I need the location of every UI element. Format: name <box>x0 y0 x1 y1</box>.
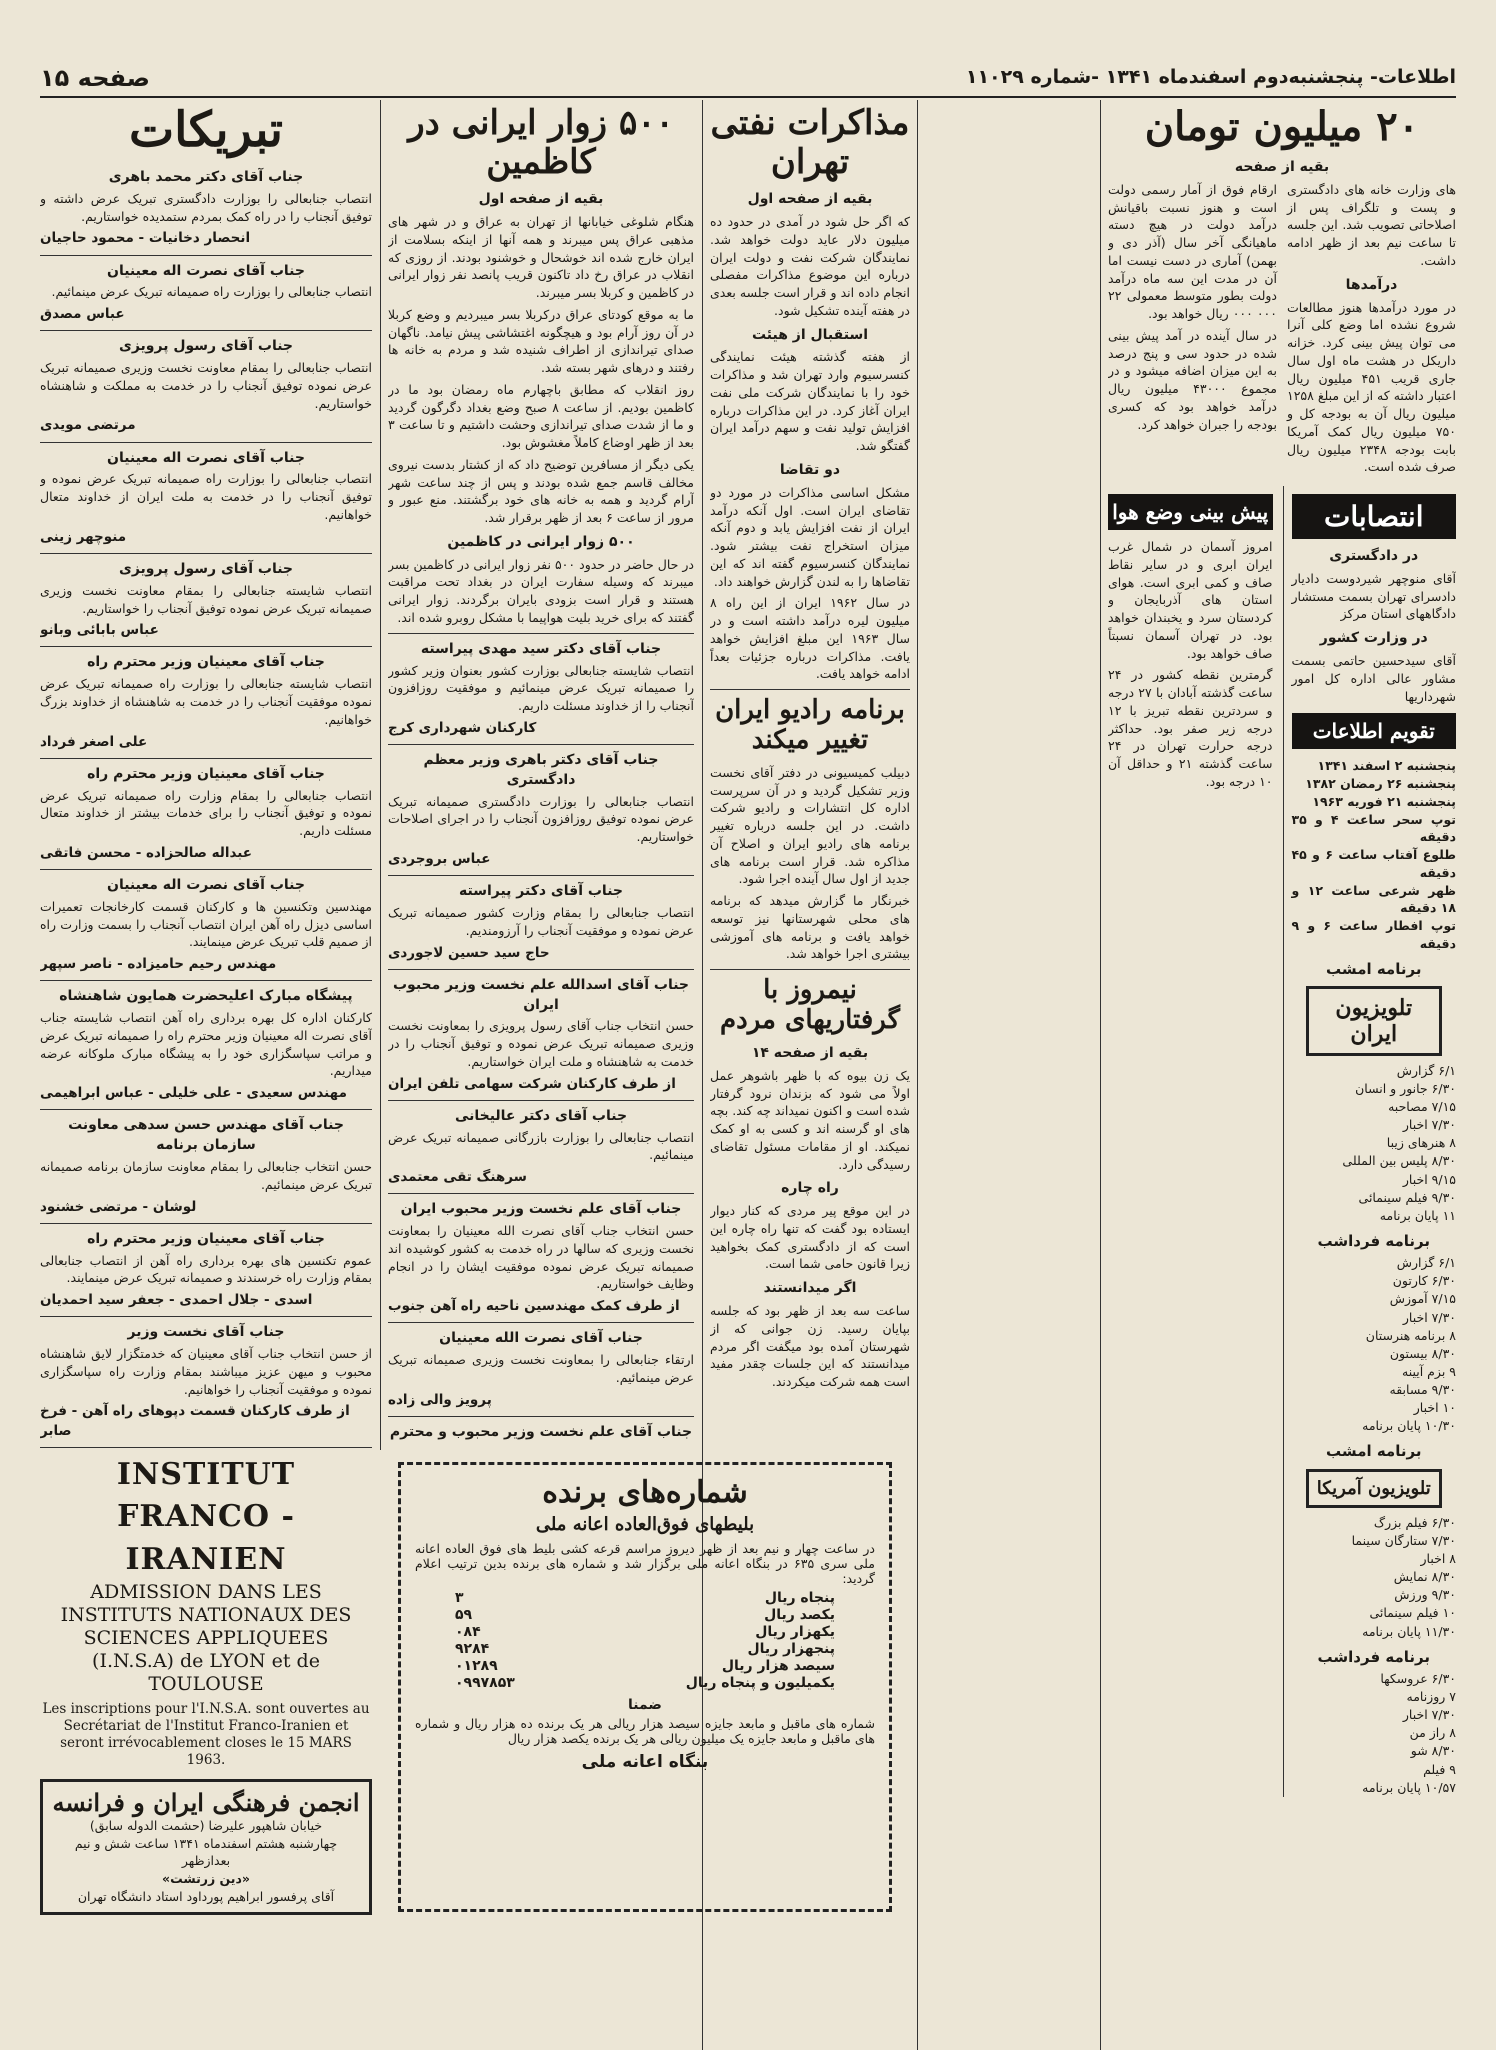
lottery-title: شماره‌های برنده <box>542 1475 748 1510</box>
prize-number: ۰۱۲۸۹ <box>455 1658 498 1674</box>
cultural-society-topic: «دین زرتشت» <box>162 1871 250 1887</box>
prize-list <box>415 1590 875 1691</box>
tv-program-item: ۶/۳۰ جانور و انسان <box>1355 1080 1456 1096</box>
greeting-text: انتصاب جنابعالی را بوزارت دادگستری صمیمانه تبریک عرض نموده توفیق روزافزون آنجناب را در اجرای اصلاحات خواستاریم. <box>388 793 694 845</box>
appointments-box: انتصابات <box>1292 494 1457 539</box>
greeting-text: مهندسین وتکنسین ها و کارکنان قسمت کارخانجات تعمیرات اساسی دیزل راه آهن ایران انتصاب آنجناب را بسمت وزارت راه از صمیم قلب تبریک عرض مینمایند. <box>40 898 372 950</box>
tv-program-list <box>1292 1514 1457 1641</box>
greeting-text: انتصاب جنابعالی را بمقام وزارت کشور صمیمانه تبریک عرض نموده و موفقیت آنجناب را آرزومندیم. <box>388 905 694 938</box>
tv-program-item: ۹/۳۰ فیلم سینمائی <box>1358 1189 1456 1205</box>
prize-label: پنجاه ریال <box>764 1590 835 1606</box>
greeting-heading: جناب آقای اسدالله علم نخست وزیر محبوب ایران <box>392 976 690 1013</box>
prize-number: ۹۲۸۴ <box>455 1641 490 1657</box>
headline-oil-talks: مذاکرات نفتی تهران <box>710 103 910 183</box>
french-ad-title: INSTITUT FRANCO - IRANIEN <box>116 1456 296 1577</box>
article-paragraph: ارقام فوق از آمار رسمی دولت است و هنوز نسبت باقیانش درآمد دولت در هیچ دسته ماهیانگی آخر سال (آذر دی و بهمن) آماری در دست نیست اما آن در مدت این سه ماه درآمد دولت بطور متوسط معمولی ۲۲ ۰۰۰ ۰۰۰ ریال خواهد بود. <box>1108 181 1277 322</box>
article-paragraph: ساعت سه بعد از ظهر بود که جلسه بپایان رسید. زن جوانی که از شهرستان آمده بود میگفت اگر مردم میدانستند که این جلسات چقدر مفید است همه شرکت میکردند. <box>710 1303 910 1389</box>
french-ad-subtitle: ADMISSION DANS LES INSTITUTS NATIONAUX DES SCIENCES APPLIQUEES (I.N.S.A) de LYON et de TOULOUSE <box>60 1581 352 1695</box>
article-paragraph: در حال حاضر در حدود ۵۰۰ نفر زوار ایرانی در کاظمین بسر میبرند که وسیله سفارت ایران در بغداد تحت مراقبت هستند و قرار است بزودی بایران برگردند. زوار ایرانی گفتند که برای خرید بلیت هواپیما با مشکل روبرو شده اند. <box>388 556 694 625</box>
tv-program-item: ۶/۱ گزارش <box>1396 1255 1456 1271</box>
tv-program-item: ۷/۱۵ آموزش <box>1389 1291 1456 1307</box>
column-right <box>1108 100 1456 2040</box>
calendar-box: تقویم اطلاعات <box>1292 713 1457 749</box>
prize-number: ۳ <box>455 1590 464 1606</box>
prize-number: ۰۸۴ <box>455 1624 481 1640</box>
continued-label: بقیه از صفحه اول <box>478 191 604 208</box>
greeting-signature: عبداله صالحزاده - محسن فاتقی <box>40 844 252 861</box>
tv-program-item: ۹/۳۰ ورزش <box>1394 1587 1456 1603</box>
masthead-info: اطلاعات- پنجشنبه‌دوم اسفندماه ۱۳۴۱ -شماره ۱۱۰۲۹ <box>965 66 1456 88</box>
tv-program-item: ۷/۳۰ اخبار <box>1402 1309 1456 1325</box>
subheading: در وزارت کشور <box>1319 630 1428 647</box>
prize-row <box>455 1641 835 1657</box>
greeting-signature: مهندس رحیم حامیزاده - ناصر سپهر <box>40 956 277 973</box>
tv-program-list <box>1292 1254 1457 1435</box>
greeting-text: انتصاب شایسته جنابعالی را بوزارت راه صمیمانه تبریک عرض نموده موفقیت آنجناب را در خدمت به شاهنشاه از خداوند بزرگ خواهانیم. <box>40 676 372 727</box>
article-paragraph: ما به موقع کودتای عراق درکربلا بسر میبردیم و وضع کربلا در آن روز آرام بود و هیچگونه اغتشاشی پیش نیامد. ناگهان صدای تیراندازی از اطراف شنیده شد و مردم به خانه ها رفتند و درهای شهر بسته شد. <box>388 306 694 376</box>
greeting-signature: مرتضی مویدی <box>40 417 136 434</box>
greeting-item <box>388 1107 694 1195</box>
greeting-text: انتصاب جنابعالی را بمقام معاونت نخست وزیری صمیمانه تبریک عرض نموده توفیق آنجناب را در خدمت به مملکت و شاهنشاه خواستاریم. <box>40 360 372 411</box>
greeting-heading: جناب آقای دکتر پیراسته <box>458 883 623 900</box>
prize-row <box>455 1658 835 1674</box>
greeting-heading: جناب آقای رسول پرویزی <box>118 338 294 355</box>
greeting-signature: پرویز والی زاده <box>388 1391 492 1408</box>
prize-label: یکصد ریال <box>764 1607 835 1623</box>
greeting-item <box>388 882 694 970</box>
greeting-heading: جناب آقای معینیان وزیر محترم راه <box>87 1230 325 1247</box>
article-paragraph: در سال ۱۹۶۲ ایران از این راه ۸ میلیون لیره درآمد داشته است و در سال ۱۹۶۳ این مبلغ افزایش خواهد یافت. مذاکرات درباره جزئیات بعداً ادامه خواهد یافت. <box>710 595 910 682</box>
subheading: استقبال از هیئت <box>751 326 869 343</box>
greeting-signature: منوچهر زینی <box>40 528 127 545</box>
greeting-item <box>40 1323 372 1447</box>
greeting-text: حسن انتخاب جناب آقای رسول پرویزی را بمعاونت نخست وزیری صمیمانه تبریک عرض نموده و توفیق آنجناب را در خدمت به شاهنشاه و ملت ایران خواستاریم. <box>388 1018 694 1069</box>
institut-franco-iranien-ad <box>40 1454 372 1769</box>
headline-radio: برنامه رادیو ایران تغییر میکند <box>715 695 905 755</box>
tv-program-item: ۱۰ فیلم سینمائی <box>1369 1605 1456 1621</box>
tv-program-list <box>1292 1062 1457 1225</box>
greeting-item <box>388 976 694 1101</box>
greeting-item <box>40 449 372 554</box>
tv-iran-logo: تلویزیون ایران <box>1306 986 1443 1056</box>
tv-program-heading: برنامه فرداشب <box>1317 1231 1430 1250</box>
prize-label: پنجهزار ریال <box>747 1641 835 1657</box>
tv-program-item: ۱۰/۳۰ پایان برنامه <box>1362 1418 1456 1434</box>
greeting-signature: عباس بابائی وبانو <box>40 622 159 639</box>
greeting-text: انتصاب جنابعالی را بمقام وزارت راه صمیمانه تبریک عرض نموده و توفیق آنجناب را برای خدمات بیشتر از خداوند متعال مسئلت داریم. <box>40 787 372 839</box>
calendar-line: توپ سحر ساعت ۴ و ۳۵ دقیقه <box>1291 811 1456 845</box>
greeting-signature: عباس مصدق <box>40 306 125 323</box>
greeting-heading: جناب آقای دکتر باهری وزیر معظم دادگستری <box>423 751 659 788</box>
tv-program-heading: برنامه امشب <box>1326 959 1422 978</box>
prize-row <box>455 1590 835 1606</box>
lottery-paragraph: در ساعت چهار و نیم بعد از ظهر دیروز مراسم قرعه کشی بلیط های فوق العاده اعانه ملی سری ۶۳۵ در بنگاه اعانه ملی برگزار شد و شماره های برنده بدین ترتیب اعلام گردید: <box>415 1541 875 1586</box>
greeting-text: انتصاب شایسته جنابعالی را بمقام معاونت نخست وزیری صمیمانه تبریک عرض نموده توفیق آنجناب را خواستاریم. <box>40 582 372 616</box>
column-center <box>388 100 694 1440</box>
tv-program-item: ۸ هنرهای زیبا <box>1386 1135 1456 1151</box>
greeting-signature: کارکنان شهرداری کرج <box>388 719 537 736</box>
greeting-text: انتصاب جنابعالی را بوزارت راه صمیمانه تبریک عرض نموده و توفیق آنجناب را در خدمت به ملت ایران از خداوند متعال خواهانیم. <box>40 471 372 522</box>
tv-program-item: ۹ فیلم <box>1423 1761 1456 1777</box>
cultural-society-ad <box>40 1779 372 1915</box>
greeting-text: عموم تکنسین های بهره برداری راه آهن از انتصاب جنابعالی بمقام وزارت راه خرسندند و صمیمانه تبریک عرض مینمایند. <box>40 1252 372 1286</box>
greeting-signature: از طرف کارکنان قسمت دپوهای راه آهن - فرخ صابر <box>40 1403 350 1439</box>
greeting-item <box>40 876 372 981</box>
article-paragraph: از هفته گذشته هیئت نمایندگی کنسرسیوم وارد تهران شد و مذاکرات خود را با نمایندگان شرکت ملی نفت ایران آغاز کرد. در این مذاکرات درباره افزایش تولید نفت و سهم درآمد ایران گفتگو شد. <box>710 349 910 454</box>
weather-box: پیش بینی وضع هوا <box>1108 494 1273 530</box>
tv-program-item: ۷ روزنامه <box>1406 1689 1456 1705</box>
greeting-heading: جناب آقای علم نخست وزیر محبوب و محترم <box>389 1423 693 1440</box>
greeting-signature: حاج سید حسین لاجوردی <box>388 944 550 961</box>
calendar-line: پنجشنبه ۲۶ رمضان ۱۳۸۲ <box>1305 776 1456 791</box>
greeting-heading: جناب آقای نصرت اله معینیان <box>107 449 305 466</box>
subheading: دو تقاضا <box>779 461 841 478</box>
page-number: صفحه ۱۵ <box>40 64 150 92</box>
greeting-item <box>388 751 694 876</box>
calendar-line: پنجشنبه ۲۱ فوریه ۱۹۶۳ <box>1312 793 1456 809</box>
greeting-signature: انحصار دخانیات - محمود حاجیان <box>40 230 251 247</box>
tv-program-item: ۷/۱۵ مصاحبه <box>1388 1099 1456 1115</box>
cultural-society-date: چهارشنبه هشتم اسفندماه ۱۳۴۱ ساعت شش و نیم بعدازظهر <box>74 1835 338 1869</box>
greeting-heading: جناب آقای مهندس حسن سدهی معاونت سازمان برنامه <box>68 1117 344 1154</box>
greeting-signature: از طرف کمک مهندسین ناحیه راه آهن جنوب <box>388 1298 680 1315</box>
tv-program-item: ۷/۳۰ ستارگان سینما <box>1351 1532 1456 1548</box>
article-paragraph: در سال آینده در آمد پیش بینی شده در حدود سی و پنج درصد به این میزان اضافه میشود و در مجموع ۴۳۰۰۰ میلیون ریال درآمد خواهد بود که کسری بودجه را جبران خواهد کرد. <box>1108 327 1277 432</box>
greeting-heading: جناب آقای معینیان وزیر محترم راه <box>87 765 325 782</box>
greeting-signature: لوشان - مرتضی خشنود <box>40 1198 197 1215</box>
greeting-heading: جناب آقای نصرت الله معینیان <box>439 1330 643 1347</box>
subheading: اگر میدانستند <box>763 1280 857 1297</box>
greeting-signature: اسدی - جلال احمدی - جعفر سید احمدیان <box>40 1292 313 1309</box>
subheading: ۵۰۰ زوار ایرانی در کاظمین <box>447 533 635 550</box>
article-paragraph: خبرنگار ما گزارش میدهد که برنامه های محلی شهرستانها نیز توسعه خواهد یافت و برنامه های آموزشی بیشتری اجرا خواهد شد. <box>710 893 910 962</box>
tv-program-item: ۷/۳۰ اخبار <box>1402 1707 1456 1723</box>
tv-program-item: ۶/۳۰ عروسکها <box>1380 1670 1456 1686</box>
article-paragraph: های وزارت خانه های دادگستری و پست و تلگراف پس از اصلاحاتی تصویب شد. این جلسه تا ساعت نیم بعد از ظهر ادامه داشت. <box>1287 181 1456 268</box>
tv-program-item: ۱۱/۳۰ پایان برنامه <box>1362 1623 1456 1639</box>
prize-number: ۵۹ <box>455 1607 473 1623</box>
tv-program-item: ۹/۱۵ اخبار <box>1402 1171 1456 1187</box>
greetings-list-b <box>40 168 372 1448</box>
article-paragraph: در مورد درآمدها هنوز مطالعات شروع نشده اما وضع کلی آنرا می توان پیش بینی کرد. خزانه داریکل در هشت ماه اول سال جاری قریب ۴۵۱ میلیون ریال اعتبار داشته که از این مبلغ ۱۲۵۸ میلیون ریال آن به بودجه کل و ۷۵۰ میلیون ریال کمک آمریکا بابت بودجه ۲۳۴۸ میلیون ریال صرف شده است. <box>1287 299 1456 475</box>
article-paragraph: هنگام شلوغی خیابانها از تهران به عراق و در شهر های مذهبی عراق پس میبرند و همه آنها از اینکه بسلامت از ایران خارج شده اند خوشحال و خوشنود بودند. از روزی که انقلاب در عراق رخ داد تاکنون قریب پانصد نفر زوار ایرانی در کاظمین و کربلا بسر میبرند. <box>388 214 694 301</box>
greeting-text: انتصاب جنابعالی را بوزارت راه صمیمانه تبریک عرض مینمائیم. <box>51 284 372 300</box>
greeting-signature: عباس بروجردی <box>388 850 491 867</box>
tv-program-item: ۸/۳۰ پلیس بین المللی <box>1342 1153 1456 1169</box>
greeting-heading: جناب آقای نخست وزیر <box>127 1324 285 1341</box>
greetings-title: تبریکات <box>128 102 283 158</box>
article-paragraph: یک زن بیوه که با ظهر باشوهر عمل اولاً می شود که بزندان نرود گرفتار شده است و اکنون نمیداند چه کند. بچه های او گرسنه اند و کسی به او کمک نمیکند. او از مقامات مسئول تقاضای رسیدگی دارد. <box>710 1067 910 1172</box>
calendar-line: پنجشنبه ۲ اسفند ۱۳۴۱ <box>1317 758 1456 774</box>
tv-program-item: ۷/۳۰ اخبار <box>1402 1117 1456 1133</box>
article-paragraph: روز انقلاب که مطابق باچهارم ماه رمضان بود ما در کاظمین بودیم. از ساعت ۸ صبح وضع بغداد دگرگون گردید و ما از شدت صدای تیراندازی وحشت داشتیم و تا ساعت ۳ بعد از ظهر اوضاع کاملاً مغشوش بود. <box>388 381 694 451</box>
lottery-note-heading: ضمنا <box>628 1697 662 1713</box>
lottery-results-box <box>398 1462 892 1912</box>
greeting-item <box>388 1423 694 1440</box>
tv-program-list <box>1292 1670 1457 1797</box>
greeting-text: حسن انتخاب جنابعالی را بمقام معاونت سازمان برنامه صمیمانه تبریک عرض مینمائیم. <box>40 1159 372 1192</box>
lottery-note: شماره های ماقبل و مابعد جایزه سیصد هزار ریالی هر یک برنده ده هزار ریال و شماره های ماقبل و مابعد جایزه یک میلیون ریالی هر یک برنده یکصد هزار ریال <box>415 1716 875 1746</box>
tv-program-item: ۱۰/۵۷ پایان برنامه <box>1362 1779 1456 1795</box>
tv-program-item: ۸/۳۰ شو <box>1410 1743 1456 1759</box>
continued-label: بقیه از صفحه <box>1234 159 1330 175</box>
greeting-text: انتصاب جنابعالی را بوزارت بازرگانی صمیمانه تبریک عرض مینمائیم. <box>388 1129 694 1163</box>
weather-paragraph: امروز آسمان در شمال غرب ایران ابری و در سایر نقاط صاف و کمی ابری است. هوای استان های آذربایجان و کردستان سرد و یخبندان خواهد بود. در تهران آسمان نسبتاً صاف خواهد بود. <box>1108 539 1273 661</box>
greeting-text: حسن انتخاب جناب آقای نصرت الله معینیان را بمعاونت نخست وزیری که سالها در راه خدمت به کشور کوشیده اند صمیمانه تبریک عرض نموده موفقیت ایشان را در انجام وظایف خواستاریم. <box>388 1223 694 1292</box>
article-paragraph: آقای منوچهر شیردوست دادیار دادسرای تهران بسمت مستشار دادگاههای استان مرکز <box>1291 570 1456 622</box>
greeting-item <box>388 1200 694 1323</box>
cultural-society-speaker: آقای پرفسور ابراهیم پورداود استاد دانشگاه تهران <box>77 1888 335 1904</box>
headline-pilgrims: ۵۰۰ زوار ایرانی در کاظمین <box>408 103 674 183</box>
greeting-text: کارکنان اداره کل بهره برداری راه آهن انتصاب شایسته جناب آقای نصرت اله معینیان وزیر محترم راه را صمیمانه تبریک عرض و مراتب سپاسگزاری خود را به پیشگاه مبارک ملوکانه عرضه میداریم. <box>40 1010 372 1079</box>
article-paragraph: در این موقع پیر مردی که کنار دیوار ایستاده بود گفت که تنها راه چاره این است که از دادگستری کمک بخواهید زیرا قانون حامی شما است. <box>710 1203 910 1272</box>
prize-row <box>455 1675 835 1691</box>
page-header <box>40 60 1456 98</box>
greeting-item <box>40 262 372 332</box>
column-left <box>40 100 372 2040</box>
weather-paragraph: گرمترین نقطه کشور در ۲۴ ساعت گذشته آبادان با ۲۷ درجه و سردترین نقطه تبریز با ۱۲ درجه زیر صفر بود. حداکثر درجه حرارت تهران در ۲۴ ساعت گذشته ۲۱ و حداقل آن ۱۰ درجه بود. <box>1108 667 1273 789</box>
cultural-society-address: خیابان شاهپور علیرضا (حشمت الدوله سابق) <box>89 1817 323 1833</box>
greeting-heading: جناب آقای علم نخست وزیر محبوب ایران <box>400 1201 682 1218</box>
tv-program-item: ۹/۳۰ مسابقه <box>1389 1382 1456 1398</box>
continued-label: بقیه از صفحه ۱۴ <box>751 1044 869 1061</box>
prize-number: ۰۹۹۷۸۵۳ <box>455 1675 515 1691</box>
headline-20-million: ۲۰ میلیون تومان <box>1144 103 1420 150</box>
article-paragraph: که اگر حل شود در آمدی در حدود ده میلیون دلار عاید دولت خواهد شد. نمایندگان شرکت نفت و دولت ایران درباره این موضوع مذاکرات مفصلی انجام داده اند و قرار است جلسه بعدی در هفته آینده تشکیل شود. <box>710 214 910 318</box>
column-divider <box>917 100 918 2050</box>
tv-program-item: ۸ اخبار <box>1420 1551 1456 1567</box>
greeting-item <box>40 765 372 870</box>
greeting-signature: علی اصغر فرداد <box>40 733 148 750</box>
greeting-text: ارتقاء جنابعالی را بمعاونت نخست وزیری صمیمانه تبریک عرض مینمائیم. <box>388 1352 694 1385</box>
calendar-line: توپ افطار ساعت ۶ و ۹ دقیقه <box>1291 918 1456 951</box>
cultural-society-title: انجمن فرهنگی ایران و فرانسه <box>52 1787 360 1817</box>
column-divider <box>380 100 381 1450</box>
greeting-item <box>40 1230 372 1318</box>
prize-label: یکهزار ریال <box>755 1624 835 1640</box>
subheading: درآمدها <box>1345 276 1398 293</box>
greeting-heading: جناب آقای نصرت اله معینیان <box>107 262 305 279</box>
greeting-item <box>40 337 372 442</box>
tv-program-item: ۱۱ پایان برنامه <box>1379 1207 1456 1223</box>
tv-program-heading: برنامه فرداشب <box>1317 1647 1430 1666</box>
greeting-heading: جناب آقای رسول پرویزی <box>118 560 294 577</box>
greeting-text: انتصاب شایسته جنابعالی بوزارت کشور بعنوان وزیر کشور را صمیمانه تبریک عرض مینمائیم و موفقیت روزافزون آنجناب را از خداوند مسئلت داریم. <box>388 662 694 714</box>
greeting-heading: جناب آقای معینیان وزیر محترم راه <box>87 654 325 671</box>
headline-noon: نیمروز با گرفتاریهای مردم <box>720 975 900 1035</box>
tv-america-logo: تلویزیون آمریکا <box>1306 1469 1443 1508</box>
calendar-line: ظهر شرعی ساعت ۱۲ و ۱۸ دقیقه <box>1291 882 1456 916</box>
article-paragraph: یکی دیگر از مسافرین توضیح داد که از کشتار بدست نیروی مخالف قاسم جمع شده بودند و پس از چند ساعت شهر آرام گردید و همه به خانه های خود برگشتند. منع عبور و مرور از ساعت ۶ بعد از ظهر برقرار شد. <box>388 456 694 526</box>
greeting-signature: سرهنگ تقی معتمدی <box>388 1169 527 1186</box>
greeting-signature: از طرف کارکنان شرکت سهامی تلفن ایران <box>388 1075 676 1092</box>
greeting-heading: جناب آقای دکتر سید مهدی پیراسته <box>420 640 662 657</box>
tv-program-item: ۶/۳۰ فیلم بزرگ <box>1373 1514 1456 1530</box>
greeting-item <box>388 1329 694 1417</box>
greeting-heading: پیشگاه مبارک اعلیحضرت همایون شاهنشاه <box>59 988 353 1005</box>
prize-row <box>455 1607 835 1623</box>
greeting-item <box>40 987 372 1110</box>
tv-program-item: ۸ برنامه هنرستان <box>1365 1327 1456 1343</box>
greeting-text: از حسن انتخاب جناب آقای معینیان که خدمتگزار لایق شاهنشاه محبوب و میهن عزیز میباشند بمقام وزارت راه سپاسگزاری نموده و موفقیت آنجناب را خواهانیم. <box>40 1346 372 1397</box>
tv-program-item: ۹ بزم آیینه <box>1402 1363 1456 1379</box>
tv-program-item: ۶/۳۰ کارتون <box>1392 1273 1456 1289</box>
article-paragraph: آقای سیدحسین حاتمی بسمت مشاور عالی اداره کل امور شهرداریها <box>1291 653 1456 704</box>
subheading: در دادگستری <box>1329 548 1419 564</box>
lottery-signature: بنگاه اعانه ملی <box>581 1752 709 1772</box>
french-ad-note: Les inscriptions pour l'I.N.S.A. sont ouvertes au Secrétariat de l'Institut Franco-Iranien et seront irrévocablement closes le 15 MARS 1963. <box>42 1701 370 1769</box>
greeting-item <box>40 1116 372 1223</box>
tv-program-item: ۸ راز من <box>1409 1725 1456 1741</box>
greeting-heading: جناب آقای نصرت اله معینیان <box>107 876 305 893</box>
article-paragraph: دبیلب کمیسیونی در دفتر آقای نخست وزیر تشکیل گردید و در آن سرپرست اداره کل انتشارات و رادیو شرکت داشت. در این جلسه درباره تغییر برنامه های رادیو ایران و اصلاح آن مذاکره شد. قرار است برنامه های جدید از اول سال آینده اجرا شود. <box>710 764 910 887</box>
calendar-lines <box>1292 757 1457 952</box>
continued-label: بقیه از صفحه اول <box>747 191 873 208</box>
lottery-subtitle: بلیطهای فوق‌العاده اعانه ملی <box>535 1514 755 1535</box>
greeting-item <box>388 640 694 745</box>
greetings-list-a <box>388 640 694 1440</box>
greeting-item <box>40 168 372 256</box>
tv-program-heading: برنامه امشب <box>1326 1442 1422 1461</box>
tv-program-item: ۸/۳۰ بیستون <box>1389 1345 1456 1361</box>
greeting-text: انتصاب جنابعالی را بوزارت دادگستری تبریک عرض داشته و توفیق آنجناب را در راه کمک بمردم ستمدیده خواستاریم. <box>40 190 372 224</box>
greeting-item <box>40 560 372 648</box>
greeting-heading: جناب آقای دکتر عالیخانی <box>454 1107 628 1124</box>
column-divider <box>1100 100 1101 2050</box>
prize-label: یکمیلیون و پنجاه ریال <box>685 1675 835 1691</box>
calendar-line: طلوع آفتاب ساعت ۶ و ۴۵ دقیقه <box>1291 847 1456 880</box>
tv-program-item: ۶/۱ گزارش <box>1396 1062 1456 1078</box>
prize-row <box>455 1624 835 1640</box>
tv-program-item: ۸/۳۰ نمایش <box>1393 1569 1456 1585</box>
article-paragraph: مشکل اساسی مذاکرات در مورد دو تقاضای ایران است. اول آنکه درآمد ایران از نفت افزایش یابد و دوم آنکه میزان استخراج نفت بیشتر شود. نمایندگان کنسرسیوم گفته اند که این تقاضاها را به لندن گزارش خواهند داد. <box>710 484 910 589</box>
subheading: راه چاره <box>781 1180 839 1197</box>
greeting-signature: مهندس سعیدی - علی خلیلی - عباس ابراهیمی <box>40 1085 347 1102</box>
prize-label: سیصد هزار ریال <box>721 1658 835 1674</box>
tv-program-item: ۱۰ اخبار <box>1413 1400 1456 1416</box>
greeting-item <box>40 653 372 758</box>
greeting-heading: جناب آقای دکتر محمد باهری <box>108 169 304 185</box>
